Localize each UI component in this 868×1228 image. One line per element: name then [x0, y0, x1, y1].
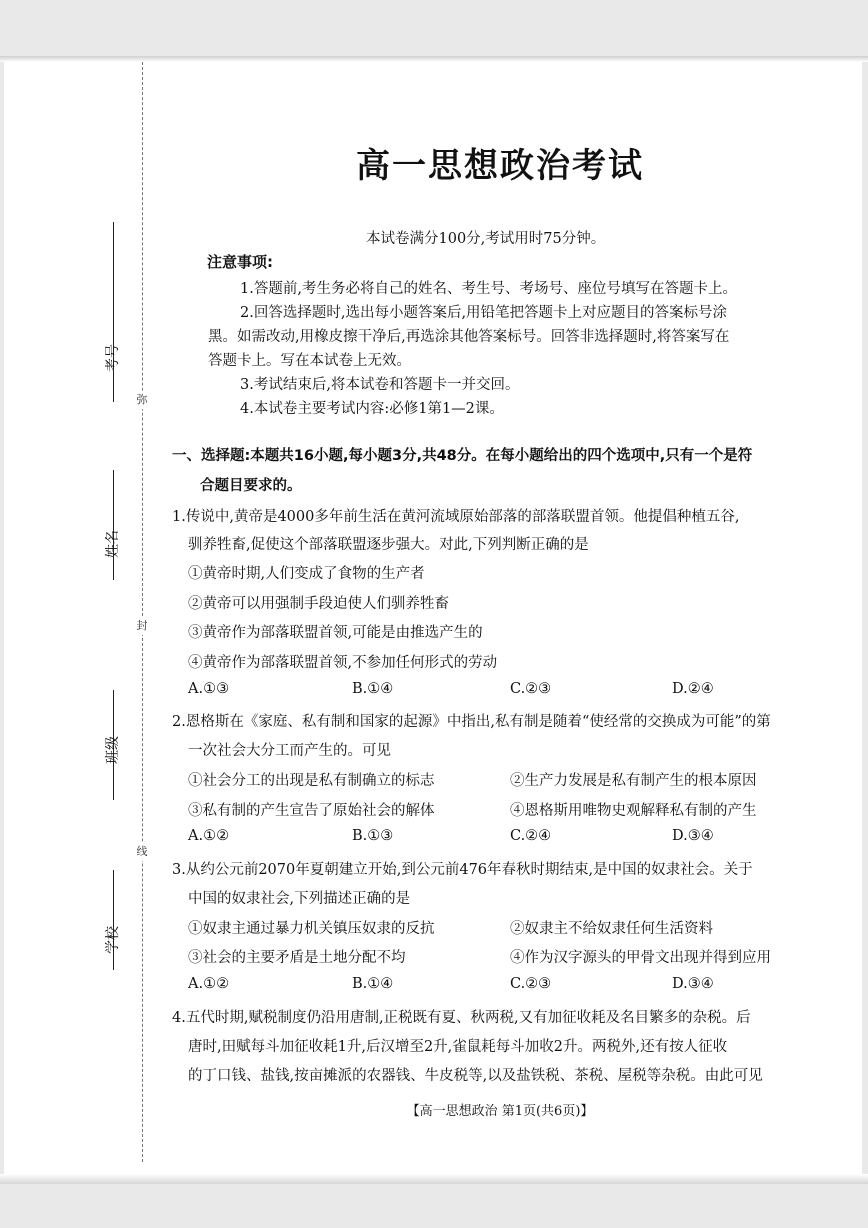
q3-stem-cont: 中国的奴隶社会,下列描述正确的是 — [188, 891, 411, 907]
q3-option-a: A.①② — [188, 976, 230, 992]
section-heading: 一、选择题:本题共16小题,每小题3分,共48分。在每小题给出的四个选项中,只有一个是符 — [172, 448, 753, 464]
q3-item: ①奴隶主通过暴力机关镇压奴隶的反抗 — [188, 921, 435, 937]
exam-title: 高一思想政治考试 — [356, 146, 644, 186]
q4-stem-cont: 唐时,田赋每斗加征收耗1升,后汉增至2升,雀鼠耗每斗加收2升。两税外,还有按人征收 — [188, 1039, 728, 1055]
exam-subtitle: 本试卷满分100分,考试用时75分钟。 — [366, 231, 606, 247]
q2-stem-cont: 一次社会大分工而产生的。可见 — [188, 743, 391, 759]
q2-item: ①社会分工的出现是私有制确立的标志 — [188, 773, 435, 789]
q3-item: ③社会的主要矛盾是土地分配不均 — [188, 950, 406, 966]
notice-item: 黑。如需改动,用橡皮擦干净后,再选涂其他答案标号。回答非选择题时,将答案写在 — [208, 329, 730, 345]
notice-heading: 注意事项: — [207, 253, 273, 271]
q2-option-b: B.①③ — [352, 828, 394, 844]
q2-option-a: A.①② — [188, 828, 230, 844]
exam-number-label: 考号 — [105, 344, 121, 372]
notice-item: 3.考试结束后,将本试卷和答题卡一并交回。 — [240, 377, 520, 393]
q3-item: ④作为汉字源头的甲骨文出现并得到应用 — [510, 950, 771, 966]
q1-option-a: A.①③ — [188, 681, 230, 697]
q1-stem: 1.传说中,黄帝是4000多年前生活在黄河流域原始部落的部落联盟首领。他提倡种植五谷, — [172, 509, 740, 525]
seal-mark-feng: 封 — [133, 617, 151, 635]
notice-item: 4.本试卷主要考试内容:必修1第1—2课。 — [240, 401, 504, 417]
q3-option-c: C.②③ — [510, 976, 552, 992]
q2-option-d: D.③④ — [672, 828, 714, 844]
notice-item: 答题卡上。写在本试卷上无效。 — [208, 353, 411, 369]
q2-option-c: C.②④ — [510, 828, 552, 844]
notice-item: 1.答题前,考生务必将自己的姓名、考生号、考场号、座位号填写在答题卡上。 — [240, 281, 737, 297]
seal-mark-xian: 线 — [133, 843, 151, 861]
name-label: 姓名 — [105, 530, 121, 558]
q3-item: ②奴隶主不给奴隶任何生活资料 — [510, 921, 713, 937]
q1-stem-cont: 驯养牲畜,促使这个部落联盟逐步强大。对此,下列判断正确的是 — [188, 537, 589, 553]
q1-option-b: B.①④ — [352, 681, 394, 697]
q1-option-d: D.②④ — [672, 681, 714, 697]
q2-stem: 2.恩格斯在《家庭、私有制和国家的起源》中指出,私有制是随着“使经常的交换成为可能”的第 — [172, 714, 771, 730]
q4-stem-cont: 的丁口钱、盐钱,按亩摊派的农器钱、牛皮税等,以及盐铁税、茶税、屋税等杂税。由此可见 — [188, 1068, 763, 1084]
page-footer: 【高一思想政治 第1页(共6页)】 — [406, 1104, 594, 1119]
scan-edge-top — [0, 56, 868, 62]
q2-item: ②生产力发展是私有制产生的根本原因 — [510, 773, 757, 789]
seal-mark-mi: 弥 — [133, 391, 151, 409]
q3-stem: 3.从约公元前2070年夏朝建立开始,到公元前476年春秋时期结束,是中国的奴隶社会。关于 — [172, 862, 753, 878]
seal-dashed-line — [142, 62, 143, 1162]
q1-item: ①黄帝时期,人们变成了食物的生产者 — [188, 566, 425, 582]
school-label: 学校 — [105, 926, 121, 954]
q1-item: ③黄帝作为部落联盟首领,可能是由推选产生的 — [188, 625, 483, 641]
q3-option-b: B.①④ — [352, 976, 394, 992]
q4-stem: 4.五代时期,赋税制度仍沿用唐制,正税既有夏、秋两税,又有加征收耗及名目繁多的杂税。后 — [172, 1010, 751, 1026]
q1-option-c: C.②③ — [510, 681, 552, 697]
q3-option-d: D.③④ — [672, 976, 714, 992]
q1-item: ④黄帝作为部落联盟首领,不参加任何形式的劳动 — [188, 655, 498, 671]
class-label: 班级 — [105, 736, 121, 764]
notice-item: 2.回答选择题时,选出每小题答案后,用铅笔把答题卡上对应题目的答案标号涂 — [240, 305, 728, 321]
q1-item: ②黄帝可以用强制手段迫使人们驯养牲畜 — [188, 596, 449, 612]
section-heading-cont: 合题目要求的。 — [200, 478, 302, 494]
q2-item: ③私有制的产生宣告了原始社会的解体 — [188, 803, 435, 819]
q2-item: ④恩格斯用唯物史观解释私有制的产生 — [510, 803, 757, 819]
scan-edge-bottom — [0, 1174, 868, 1184]
